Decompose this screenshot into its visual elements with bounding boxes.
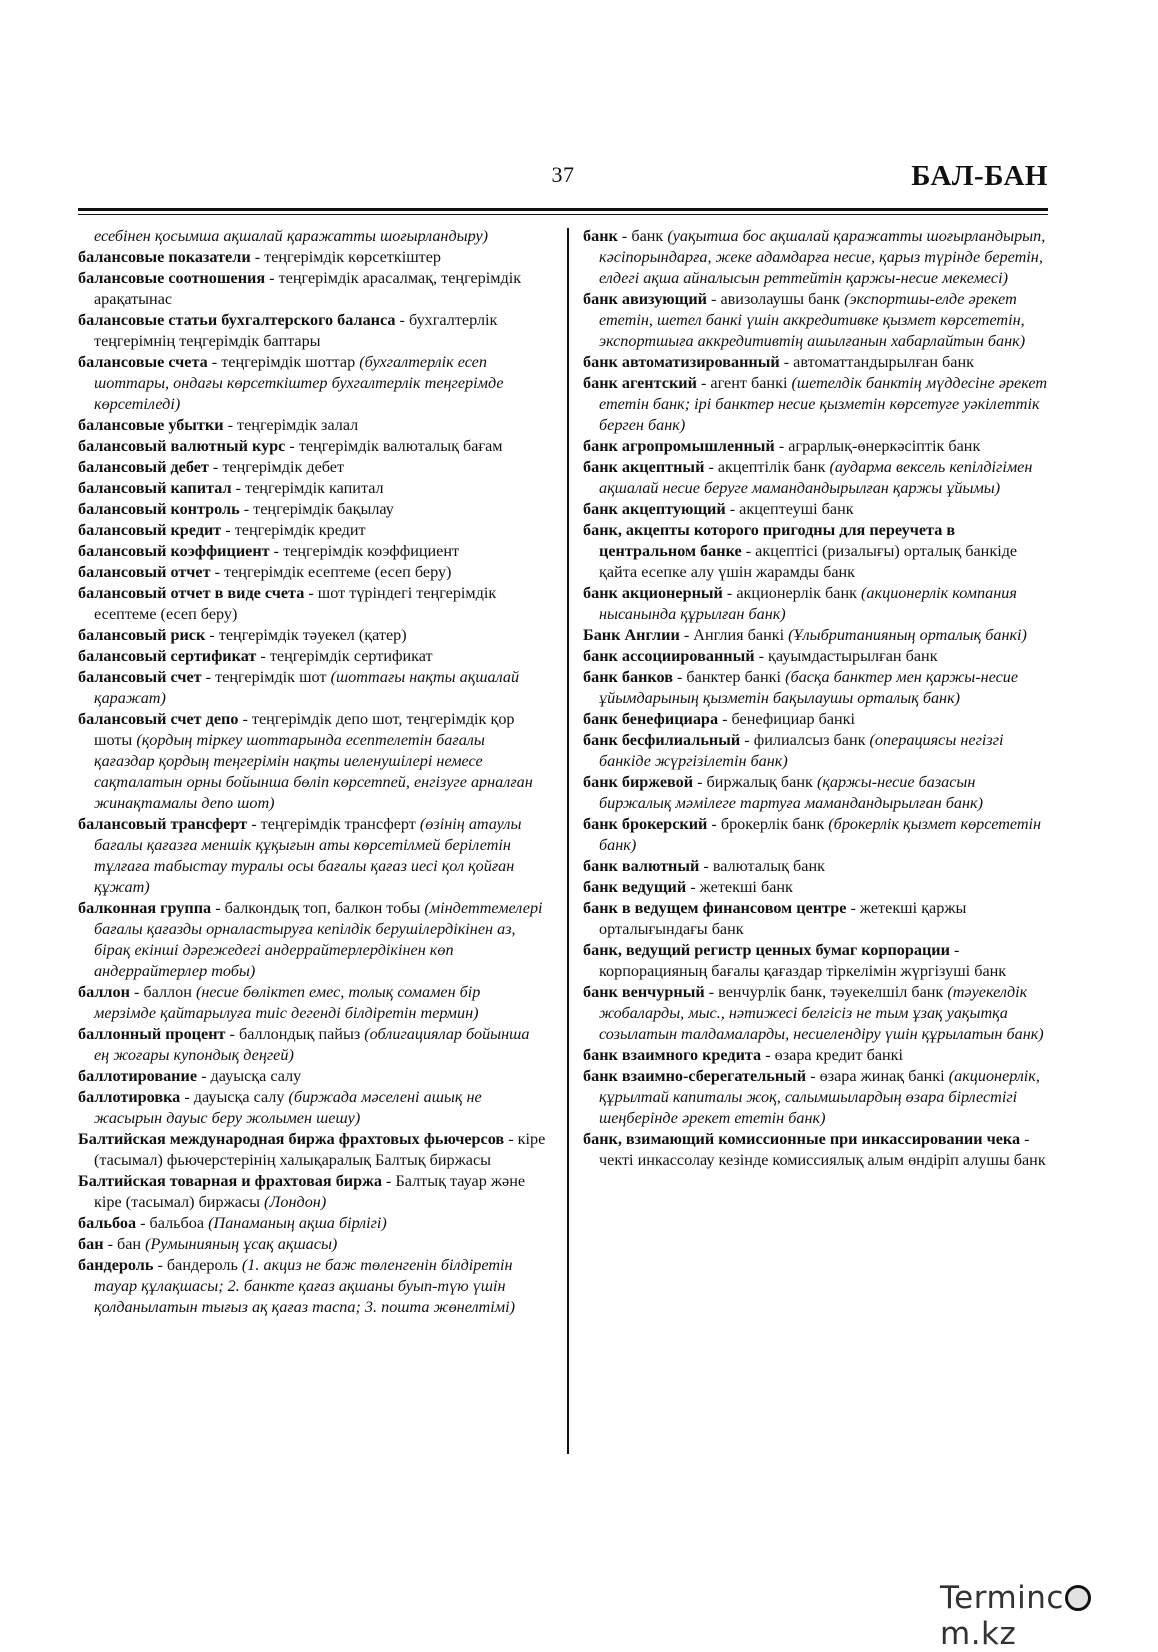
entry-translation: - теңгерімдік трансферт	[247, 815, 420, 833]
dictionary-entry	[583, 1066, 1051, 1129]
entry-translation: - теңгерімдік есептеме (есеп беру)	[210, 563, 452, 581]
dictionary-entry	[78, 1171, 546, 1213]
dictionary-entry	[78, 1087, 546, 1129]
dictionary-entry	[78, 478, 546, 499]
entry-translation: - агент банкі	[696, 374, 792, 392]
dictionary-entry	[78, 226, 546, 247]
dictionary-entry	[78, 898, 546, 982]
entry-translation: - шот түріндегі теңгерімдік есептеме (есеп беру)	[94, 584, 497, 623]
dictionary-entry	[583, 499, 1051, 520]
entry-translation: - филиалсыз банк	[740, 731, 870, 749]
entry-term: банк акцептный	[583, 458, 705, 476]
entry-term: балансовые статьи бухгалтерского баланса	[78, 311, 396, 329]
entry-term: банк бенефициара	[583, 710, 719, 728]
dictionary-entry	[78, 436, 546, 457]
entry-translation: - авизолаушы банк	[707, 290, 845, 308]
entry-term: балконная группа	[78, 899, 212, 917]
entry-translation: - теңгерімдік бақылау	[239, 500, 394, 518]
dictionary-entry	[583, 436, 1051, 457]
dictionary-entry	[78, 268, 546, 310]
running-head: БАЛ-БАН	[911, 160, 1048, 192]
entry-translation: - Балтық тауар және кіре (тасымал) биржасы	[94, 1172, 526, 1211]
entry-translation: - автоматтандырылған банк	[779, 353, 974, 371]
entry-translation: - акцептісі (ризалығы) орталық банкіде қайта есепке алу үшін жарамды банк	[599, 542, 1018, 581]
entry-note: (Ұлыбританияның орталық банкі)	[788, 626, 1027, 644]
dictionary-entry	[583, 520, 1051, 583]
entry-term: балансовые счета	[78, 353, 208, 371]
entry-translation: - биржалық банк	[693, 773, 817, 791]
entry-note: (операциясы негізгі банкіде жүргізілетін банк)	[599, 731, 1004, 770]
entry-translation: - теңгерімдік депо шот, теңгерімдік қор шоты	[94, 710, 515, 749]
dictionary-entry	[78, 541, 546, 562]
entry-translation: - бальбоа	[136, 1214, 209, 1232]
entry-term: балансовый счет	[78, 668, 202, 686]
entry-term: бан	[78, 1235, 104, 1253]
entry-term: банк венчурный	[583, 983, 705, 1001]
dictionary-entry	[78, 982, 546, 1024]
entry-translation: - теңгерімдік залал	[223, 416, 359, 434]
entry-term: банк валютный	[583, 857, 700, 875]
dictionary-entry	[78, 415, 546, 436]
entry-translation: - баллон	[129, 983, 196, 1001]
dictionary-entry	[78, 562, 546, 583]
dictionary-entry	[583, 856, 1051, 877]
dictionary-entry	[78, 709, 546, 814]
entry-term: балансовый контроль	[78, 500, 240, 518]
entry-term: баллотирование	[78, 1067, 198, 1085]
dictionary-entry	[583, 226, 1051, 289]
entry-term: балансовый валютный курс	[78, 437, 286, 455]
entry-term: банк ведущий	[583, 878, 687, 896]
entry-translation: - дауысқа салу	[180, 1088, 289, 1106]
dictionary-entry	[78, 814, 546, 898]
dictionary-entry	[583, 667, 1051, 709]
dictionary-entry	[583, 898, 1051, 940]
dictionary-entry	[583, 709, 1051, 730]
dictionary-entry	[583, 730, 1051, 772]
dictionary-entry	[78, 667, 546, 709]
entry-translation: - бандероль	[153, 1256, 242, 1274]
entry-note: (1. акциз не баж төленгенін білдіретін тауар құлақшасы; 2. банкте қағаз ақшаны буып-түю үшін қолданылатын тығыз ақ қағаз таспа; 3. пошта жөнелтімі)	[94, 1256, 515, 1316]
entry-translation: - теңгерімдік арасалмақ, теңгерімдік арақатынас	[94, 269, 522, 308]
entry-translation: - бан	[103, 1235, 146, 1253]
entry-term: балансовые убытки	[78, 416, 224, 434]
dictionary-entry	[78, 310, 546, 352]
entry-translation: - теңгерімдік кредит	[221, 521, 366, 539]
entry-translation: - өзара кредит банкі	[761, 1046, 904, 1064]
entry-translation: - акцептеуші банк	[725, 500, 854, 518]
entry-term: балансовый отчет в виде счета	[78, 584, 305, 602]
dictionary-entry	[78, 352, 546, 415]
entry-term: баллонный процент	[78, 1025, 226, 1043]
entry-term: банк взаимного кредита	[583, 1046, 762, 1064]
entry-note: (тәуекелдік жобаларды, мыс., нәтижесі белгісіз не тым ұзақ уақытқа созылатын талдамаларды, несиелендіру үшін құрылатын банк)	[599, 983, 1044, 1043]
entry-translation: - брокерлік банк	[707, 815, 829, 833]
entry-note: (экспортшы-елде әрекет ететін, шетел банкі үшін аккредитивке қызмет көрсететін, экспортшыға аккредитивтің ашылғанын хабарлайтын банк)	[599, 290, 1026, 350]
entry-translation: - баллондық пайыз	[225, 1025, 365, 1043]
entry-translation: - акционерлік банк	[722, 584, 862, 602]
entry-note: (уақытша бос ақшалай қаражатты шоғырландырып, кәсіпорындарға, жеке адамдарға несие, қарыз түрінде беретін, елдегі ақша айналысын реттейтін қаржы-несие мекемесі)	[599, 227, 1046, 287]
entry-term: бальбоа	[78, 1214, 137, 1232]
entry-term: балансовый дебет	[78, 458, 209, 476]
entry-note: (басқа банктер мен қаржы-несие ұйымдарының қызметін бақылаушы орталық банк)	[599, 668, 1019, 707]
entry-translation: - қауымдастырылған банк	[754, 647, 938, 665]
entry-term: балансовый коэффициент	[78, 542, 270, 560]
entry-translation: - теңгерімдік коэффициент	[269, 542, 460, 560]
dictionary-entry	[583, 373, 1051, 436]
dictionary-entry	[583, 772, 1051, 814]
dictionary-entry	[78, 625, 546, 646]
entry-term: банк, взимающий комиссионные при инкассировании чека	[583, 1130, 1021, 1148]
entry-note: (несие бөліктеп емес, толық сомамен бір мерзімде қайтарылуға тиіс дегенді білдіретін термин)	[94, 983, 481, 1022]
entry-translation: - акцептілік банк	[704, 458, 830, 476]
entry-term: баллотировка	[78, 1088, 181, 1106]
dictionary-entry	[78, 499, 546, 520]
entry-term: балансовый трансферт	[78, 815, 248, 833]
dictionary-entry	[583, 814, 1051, 856]
entry-note: (Панаманың ақша бірлігі)	[208, 1214, 387, 1232]
entry-translation: - теңгерімдік валюталық бағам	[285, 437, 503, 455]
entry-translation: - теңгерімдік капитал	[231, 479, 384, 497]
entry-term: Балтийская товарная и фрахтовая биржа	[78, 1172, 382, 1190]
entry-note: есебінен қосымша ақшалай қаражатты шоғырландыру)	[94, 227, 489, 245]
entry-note: (өзінің атаулы бағалы қағазға меншік құқығын аты көрсетілмей берілетін тұлғаға табыстау туралы осы бағалы қағаз иесі қол қойған құжат)	[94, 815, 522, 896]
entry-translation: - валюталық банк	[699, 857, 825, 875]
entry-term: банк брокерский	[583, 815, 708, 833]
entry-translation: - теңгерімдік тәуекел (қатер)	[205, 626, 407, 644]
entry-term: банк банков	[583, 668, 673, 686]
logo-ring-icon	[1065, 1585, 1091, 1611]
dictionary-entry	[583, 1129, 1051, 1171]
entry-term: банк биржевой	[583, 773, 694, 791]
entry-note: (брокерлік қызмет көрсететін банк)	[599, 815, 1042, 854]
entry-term: банк акционерный	[583, 584, 723, 602]
entry-translation: - аграрлық-өнеркәсіптік банк	[774, 437, 981, 455]
entry-term: банк бесфилиальный	[583, 731, 741, 749]
entry-translation: - теңгерімдік шот	[201, 668, 331, 686]
dictionary-entry	[78, 1234, 546, 1255]
entry-translation: - чекті инкассолау кезінде комиссиялық алым өндіріп алушы банк	[599, 1130, 1046, 1169]
entry-translation: - жетекші қаржы орталығындағы банк	[599, 899, 967, 938]
entry-note: (аударма вексель кепілдігімен ақшалай несие беруге мамандандырылған қаржы ұйымы)	[599, 458, 1033, 497]
entry-translation: - банктер банкі	[672, 668, 786, 686]
entry-note: (шетелдік банктің мүддесіне әрекет ететін банк; ірі банктер несие қызметін көрсетуге уәкілеттік берген банк)	[599, 374, 1048, 434]
entry-term: балансовый капитал	[78, 479, 232, 497]
entry-note: (облигациялар бойынша ең жоғары купондық деңгей)	[94, 1025, 530, 1064]
logo-prefix: T	[940, 1580, 955, 1616]
entry-note: (акционерлік компания нысанында құрылған банк)	[599, 584, 1017, 623]
left-column	[78, 226, 546, 1318]
entry-term: банк агентский	[583, 374, 697, 392]
entry-note: (қордың тіркеу шоттарында есептелетін бағалы қағаздар қордың теңгерімін нақты иеленушілері немесе сақталатын орны бойынша бөліп көрсетпей, енгізуге арналған жинақтамалы депо шот)	[94, 731, 533, 812]
entry-term: банк, акцепты которого пригодны для переучета в центральном банке	[583, 521, 956, 560]
entry-translation: - бухгалтерлік теңгерімнің теңгерімдік баптары	[94, 311, 498, 350]
dictionary-entry	[78, 1129, 546, 1171]
dictionary-entry	[78, 646, 546, 667]
logo-suffix: m.kz	[940, 1616, 1017, 1652]
entry-term: балансовые соотношения	[78, 269, 266, 287]
entry-term: Балтийская международная биржа фрахтовых фьючерсов	[78, 1130, 505, 1148]
entry-note: (Лондон)	[264, 1193, 327, 1211]
entry-term: балансовый отчет	[78, 563, 211, 581]
termincom-logo	[940, 1580, 1150, 1652]
entry-term: банк	[583, 227, 618, 245]
entry-term: банк агропромышленный	[583, 437, 775, 455]
header-rule-thin	[78, 214, 1048, 215]
entry-note: (шоттағы нақты ақшалай қаражат)	[94, 668, 520, 707]
entry-note: (міндеттемелері бағалы қағазды орналастыруға кепілдік берушілердікінен аз, бірақ екінші дәрежедегі андеррайтерлердікінен көп андеррайтерлер тобы)	[94, 899, 543, 980]
entry-term: балансовый риск	[78, 626, 206, 644]
dictionary-entry	[583, 940, 1051, 982]
entry-term: банк авизующий	[583, 290, 707, 308]
dictionary-entry	[583, 982, 1051, 1045]
entry-note: (биржада мәселені ашық не жасырын дауыс беру жолымен шешу)	[94, 1088, 482, 1127]
entry-translation: - кіре (тасымал) фьючерстерінің халықаралық Балтық биржасы	[94, 1130, 546, 1169]
dictionary-entry	[78, 1213, 546, 1234]
entry-note: (акционерлік, құрылтай капиталы жоқ, салымшылардың өзара бірлестігі шеңберінде әрекет ететін банк)	[599, 1067, 1040, 1127]
dictionary-entry	[583, 289, 1051, 352]
dictionary-entry	[583, 877, 1051, 898]
dictionary-entry	[78, 583, 546, 625]
entry-term: балансовый кредит	[78, 521, 222, 539]
entry-translation: - теңгерімдік сертификат	[256, 647, 433, 665]
entry-translation: - жетекші банк	[686, 878, 793, 896]
entry-translation: - теңгерімдік шоттар	[207, 353, 360, 371]
entry-term: банк взаимно-сберегательный	[583, 1067, 807, 1085]
entry-translation: - банк	[617, 227, 668, 245]
entry-translation: - Англия банкі	[679, 626, 789, 644]
page-number: 37	[551, 162, 575, 187]
entry-translation: - өзара жинақ банкі	[806, 1067, 949, 1085]
entry-term: банк ассоциированный	[583, 647, 755, 665]
dictionary-entry	[583, 646, 1051, 667]
dictionary-entry	[583, 457, 1051, 499]
dictionary-entry	[583, 352, 1051, 373]
entry-term: банк в ведущем финансовом центре	[583, 899, 847, 917]
entry-term: банк акцептующий	[583, 500, 726, 518]
entry-term: Банк Англии	[583, 626, 680, 644]
entry-translation: - теңгерімдік дебет	[208, 458, 345, 476]
entry-term: балансовый сертификат	[78, 647, 257, 665]
entry-term: банк автоматизированный	[583, 353, 780, 371]
dictionary-entry	[78, 247, 546, 268]
entry-term: банк, ведущий регистр ценных бумаг корпорации	[583, 941, 950, 959]
entry-note: (бухгалтерлік есеп шоттары, ондағы көрсеткіштер бухгалтерлік теңгерімде көрсетіледі)	[94, 353, 504, 413]
entry-translation: - венчурлік банк, тәуекелшіл банк	[704, 983, 948, 1001]
entry-term: балансовые показатели	[78, 248, 251, 266]
entry-term: баллон	[78, 983, 130, 1001]
header-rule-thick	[78, 208, 1048, 211]
dictionary-entry	[583, 1045, 1051, 1066]
dictionary-entry	[78, 1066, 546, 1087]
dictionary-entry	[583, 583, 1051, 625]
dictionary-entry	[78, 457, 546, 478]
dictionary-entry	[583, 625, 1051, 646]
entry-term: бандероль	[78, 1256, 154, 1274]
entry-translation: - балкондық топ, балкон тобы	[211, 899, 425, 917]
entry-term: балансовый счет депо	[78, 710, 239, 728]
dictionary-entry	[78, 1255, 546, 1318]
entry-translation: - корпорацияның бағалы қағаздар тіркелімін жүргізуші банк	[599, 941, 1007, 980]
entry-translation: - дауысқа салу	[197, 1067, 302, 1085]
entry-note: (Румынияның ұсақ ақшасы)	[145, 1235, 338, 1253]
entry-note: (қаржы-несие базасын биржалық мәмілеге тартуға мамандандырылған банк)	[599, 773, 984, 812]
entry-translation: - бенефициар банкі	[718, 710, 856, 728]
right-column	[583, 226, 1051, 1171]
dictionary-entry	[78, 1024, 546, 1066]
dictionary-entry	[78, 520, 546, 541]
entry-translation: - теңгерімдік көрсеткіштер	[250, 248, 442, 266]
column-divider	[567, 228, 569, 1454]
logo-mid: erminc	[954, 1580, 1064, 1616]
